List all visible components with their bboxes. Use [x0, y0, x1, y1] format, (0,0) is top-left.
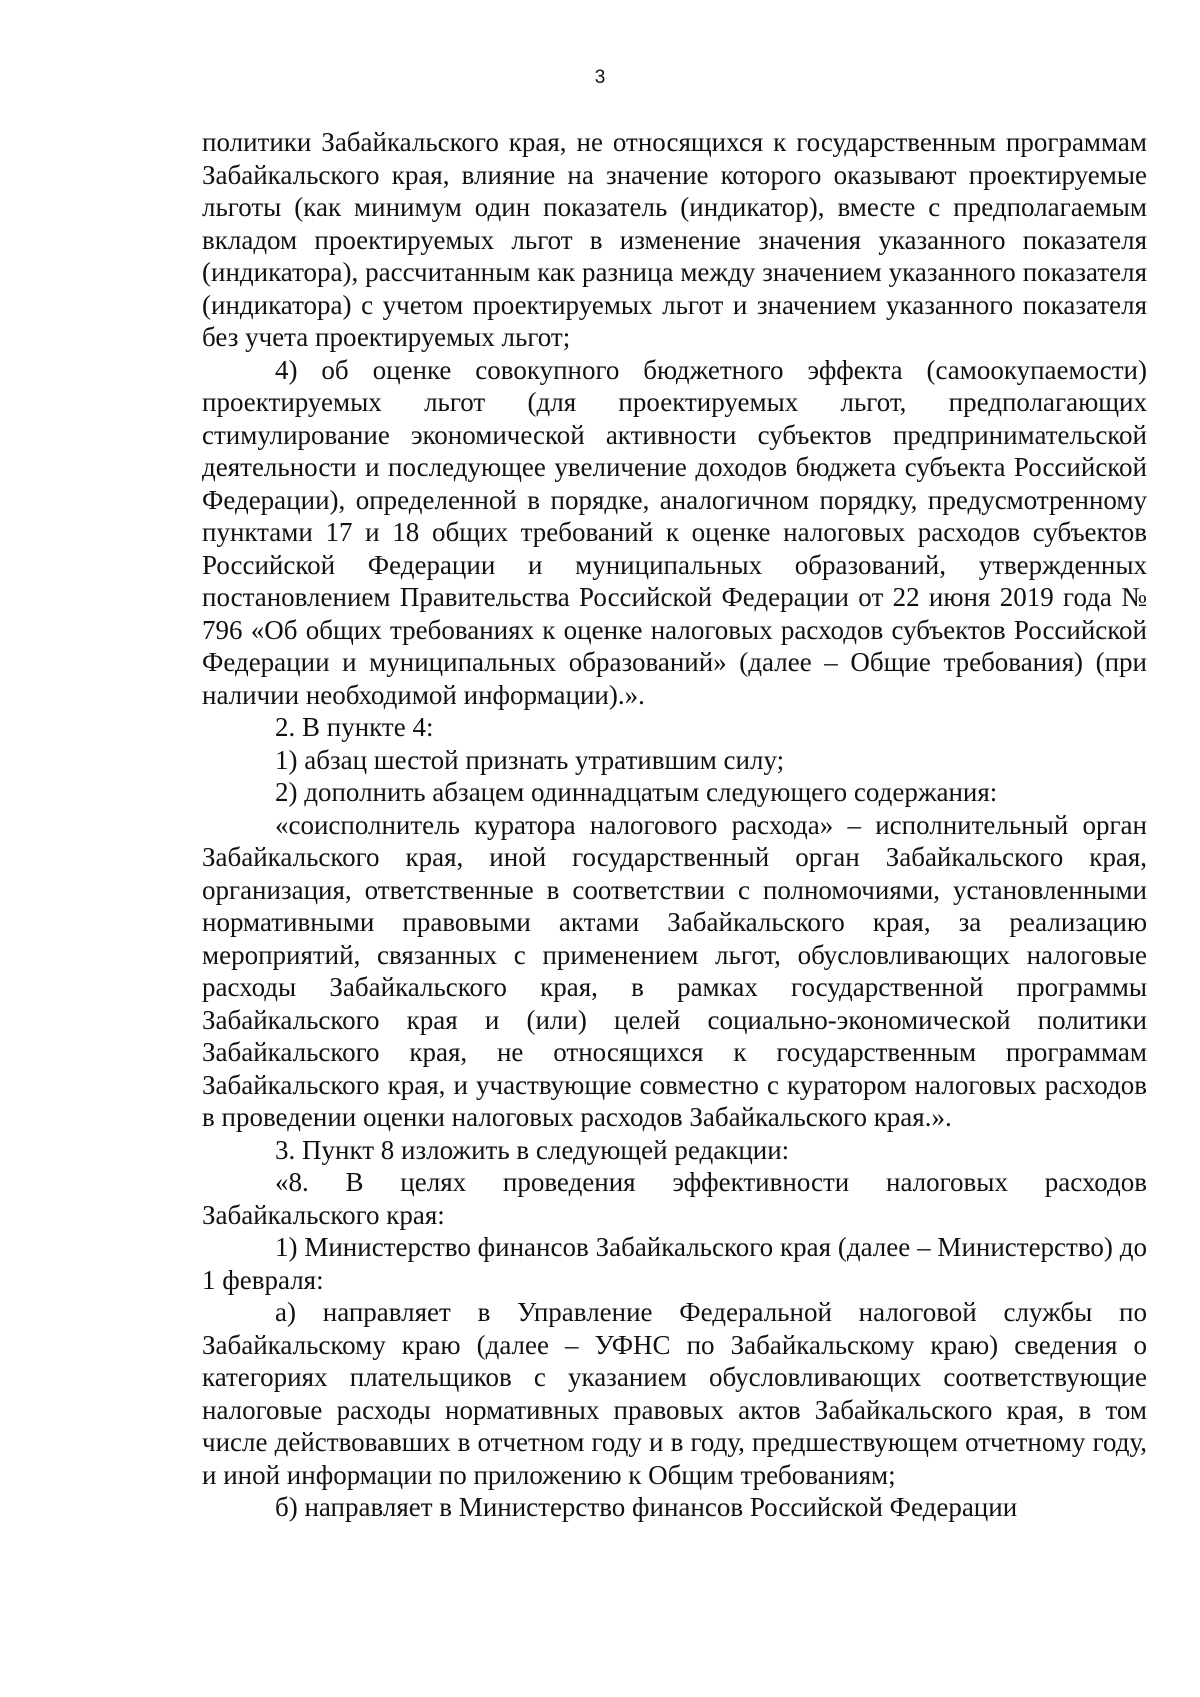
paragraph-point-8: «8. В целях проведения эффективности налоговых расходов Забайкальского края:: [202, 1167, 1147, 1230]
paragraph-subitem-b: б) направляет в Министерство финансов Российской Федерации: [275, 1492, 1018, 1522]
paragraph-subitem-2: 2) дополнить абзацем одиннадцатым следующего содержания:: [275, 777, 998, 807]
paragraph-subitem-a: а) направляет в Управление Федеральной налоговой службы по Забайкальскому краю (далее – УФНС по Забайкальскому краю) сведения о категориях плательщиков с указанием обусловливающих соответствующие налоговые расходы нормативных правовых актов Забайкальского края, в том числе действовавших в отчетном году и в году, предшествующем отчетному году, и иной информации по приложению к Общим требованиям;: [202, 1297, 1147, 1490]
paragraph-item-4: 4) об оценке совокупного бюджетного эффекта (самоокупаемости) проектируемых льгот (для проектируемых льгот, предполагающих стимулирование экономической активности субъектов предпринимательской деятельности и последующее увеличение доходов бюджета субъекта Российской Федерации), определенной в порядке, аналогичном порядку, предусмотренному пунктами 17 и 18 общих требований к оценке налоговых расходов субъектов Российской Федерации и муниципальных образований, утвержденных постановлением Правительства Российской Федерации от 22 июня 2019 года № 796 «Об общих требованиях к оценке налоговых расходов субъектов Российской Федерации и муниципальных образований» (далее – Общие требования) (при наличии необходимой информации).».: [202, 354, 1147, 710]
paragraph-subitem-1: 1) абзац шестой признать утратившим силу;: [275, 744, 785, 775]
paragraph-continuation: политики Забайкальского края, не относящихся к государственным программам Забайкальского края, влияние на значение которого оказывают проектируемые льготы (как минимум один показатель (индикатор), вместе с предполагаемым вкладом проектируемых льгот в изменение значения указанного показателя (индикатора), рассчитанным как разница между значением указанного показателя (индикатора) с учетом проектируемых льгот и значением указанного показателя без учета проектируемых льгот;: [202, 127, 1147, 352]
paragraph-ministry: 1) Министерство финансов Забайкальского края (далее – Министерство) до 1 февраля:: [202, 1232, 1147, 1295]
paragraph-point-3: 3. Пункт 8 изложить в следующей редакции:: [275, 1134, 790, 1165]
page-number: 3: [594, 67, 606, 88]
document-body: [202, 126, 1147, 1524]
paragraph-point-2: 2. В пункте 4:: [275, 712, 434, 742]
paragraph-definition: «соисполнитель куратора налогового расхода» – исполнительный орган Забайкальского края, иной государственный орган Забайкальского края, организация, ответственные в соответствии с полномочиями, установленными нормативными правовыми актами Забайкальского края, за реализацию мероприятий, связанных с применением льгот, обусловливающих налоговые расходы Забайкальского края, в рамках государственной программы Забайкальского края и (или) целей социально-экономической политики Забайкальского края, не относящихся к государственным программам Забайкальского края, и участвующие совместно с куратором налоговых расходов в проведении оценки налоговых расходов Забайкальского края.».: [202, 809, 1147, 1132]
